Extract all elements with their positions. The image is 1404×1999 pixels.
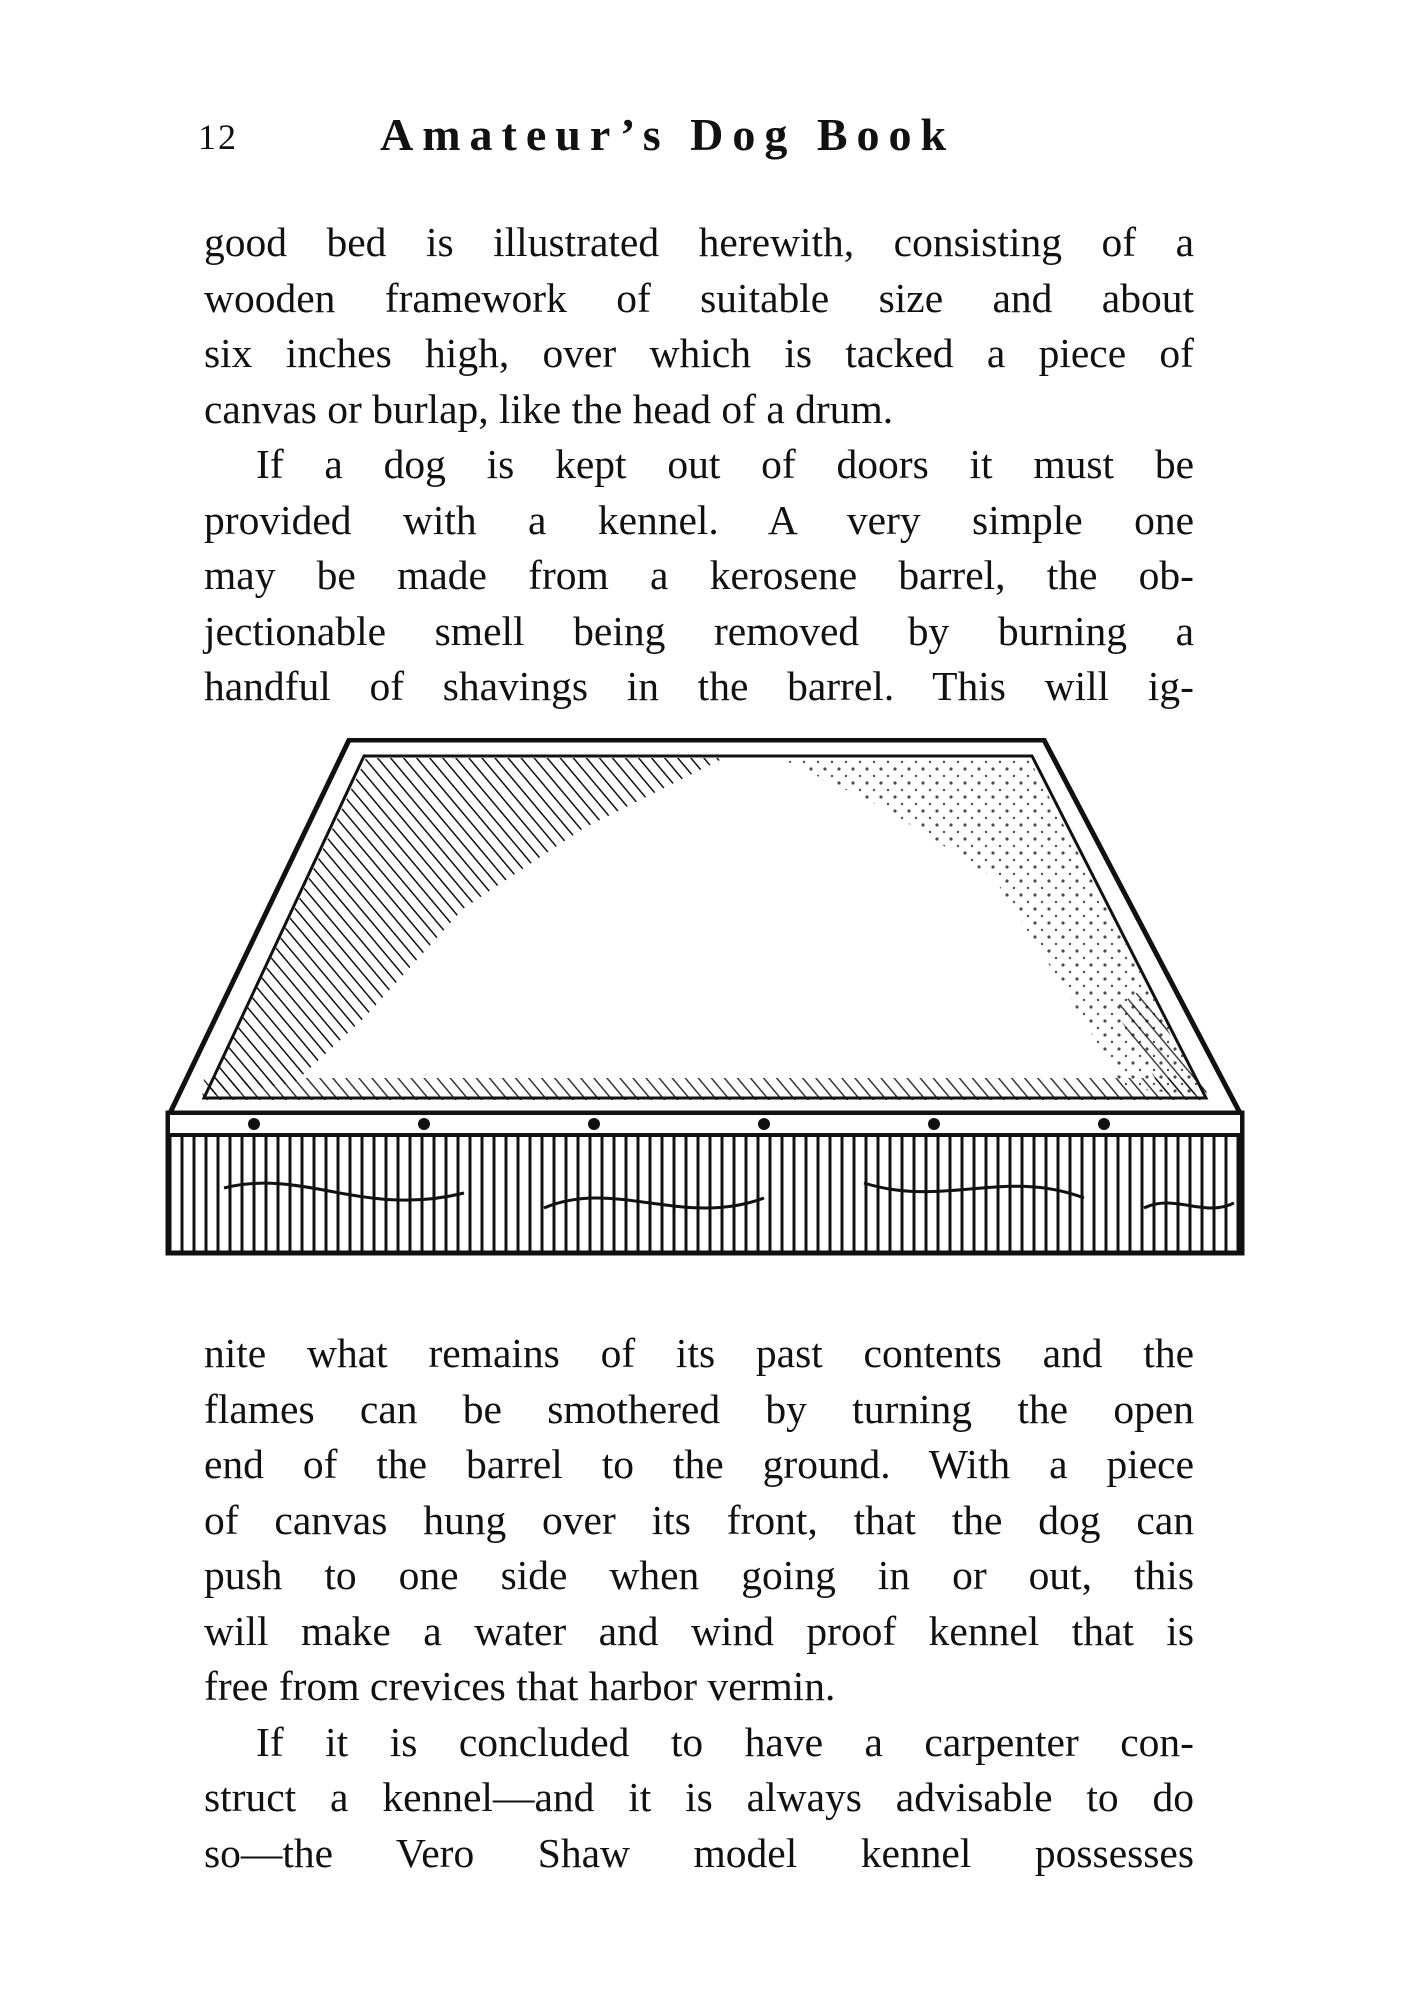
text-line: of canvas hung over its front, that the dog can xyxy=(204,1496,1194,1543)
text-line: so—the Vero Shaw model kennel possesses xyxy=(204,1829,1194,1876)
page-number: 12 xyxy=(198,117,238,157)
text-line: wooden framework of suitable size and about xyxy=(204,274,1194,321)
text-line: good bed is illustrated herewith, consisting of a xyxy=(204,219,1194,265)
text-block-top xyxy=(204,215,1194,715)
page-header xyxy=(198,108,1198,168)
text-line: struct a kennel—and it is always advisable to do xyxy=(204,1774,1194,1820)
text-line: six inches high, over which is tacked a piece of xyxy=(204,330,1194,376)
dog-bed-illustration xyxy=(164,738,1246,1258)
text-line: free from crevices that harbor vermin. xyxy=(204,1663,836,1709)
text-line: may be made from a kerosene barrel, the ob- xyxy=(204,552,1194,598)
text-line: If a dog is kept out of doors it must be xyxy=(256,441,1194,487)
text-line: push to one side when going in or out, this xyxy=(204,1552,1194,1598)
text-line: nite what remains of its past contents and the xyxy=(204,1330,1194,1376)
text-line: canvas or burlap, like the head of a drum. xyxy=(204,385,894,432)
text-line: flames can be smothered by turning the open xyxy=(204,1385,1194,1432)
paragraph xyxy=(204,215,1194,437)
text-line: jectionable smell being removed by burning a xyxy=(204,607,1194,654)
text-line: provided with a kennel. A very simple one xyxy=(204,496,1194,543)
text-line: end of the barrel to the ground. With a piece xyxy=(204,1441,1194,1487)
running-title: Amateur’s Dog Book xyxy=(380,109,956,160)
paragraph xyxy=(204,1715,1194,1882)
text-line: will make a water and wind proof kennel that is xyxy=(204,1607,1194,1654)
text-block-bottom xyxy=(204,1326,1194,1881)
paragraph xyxy=(204,437,1194,715)
text-line: If it is concluded to have a carpenter con- xyxy=(256,1718,1194,1765)
text-line: handful of shavings in the barrel. This will ig- xyxy=(204,663,1194,709)
paragraph xyxy=(204,1326,1194,1715)
